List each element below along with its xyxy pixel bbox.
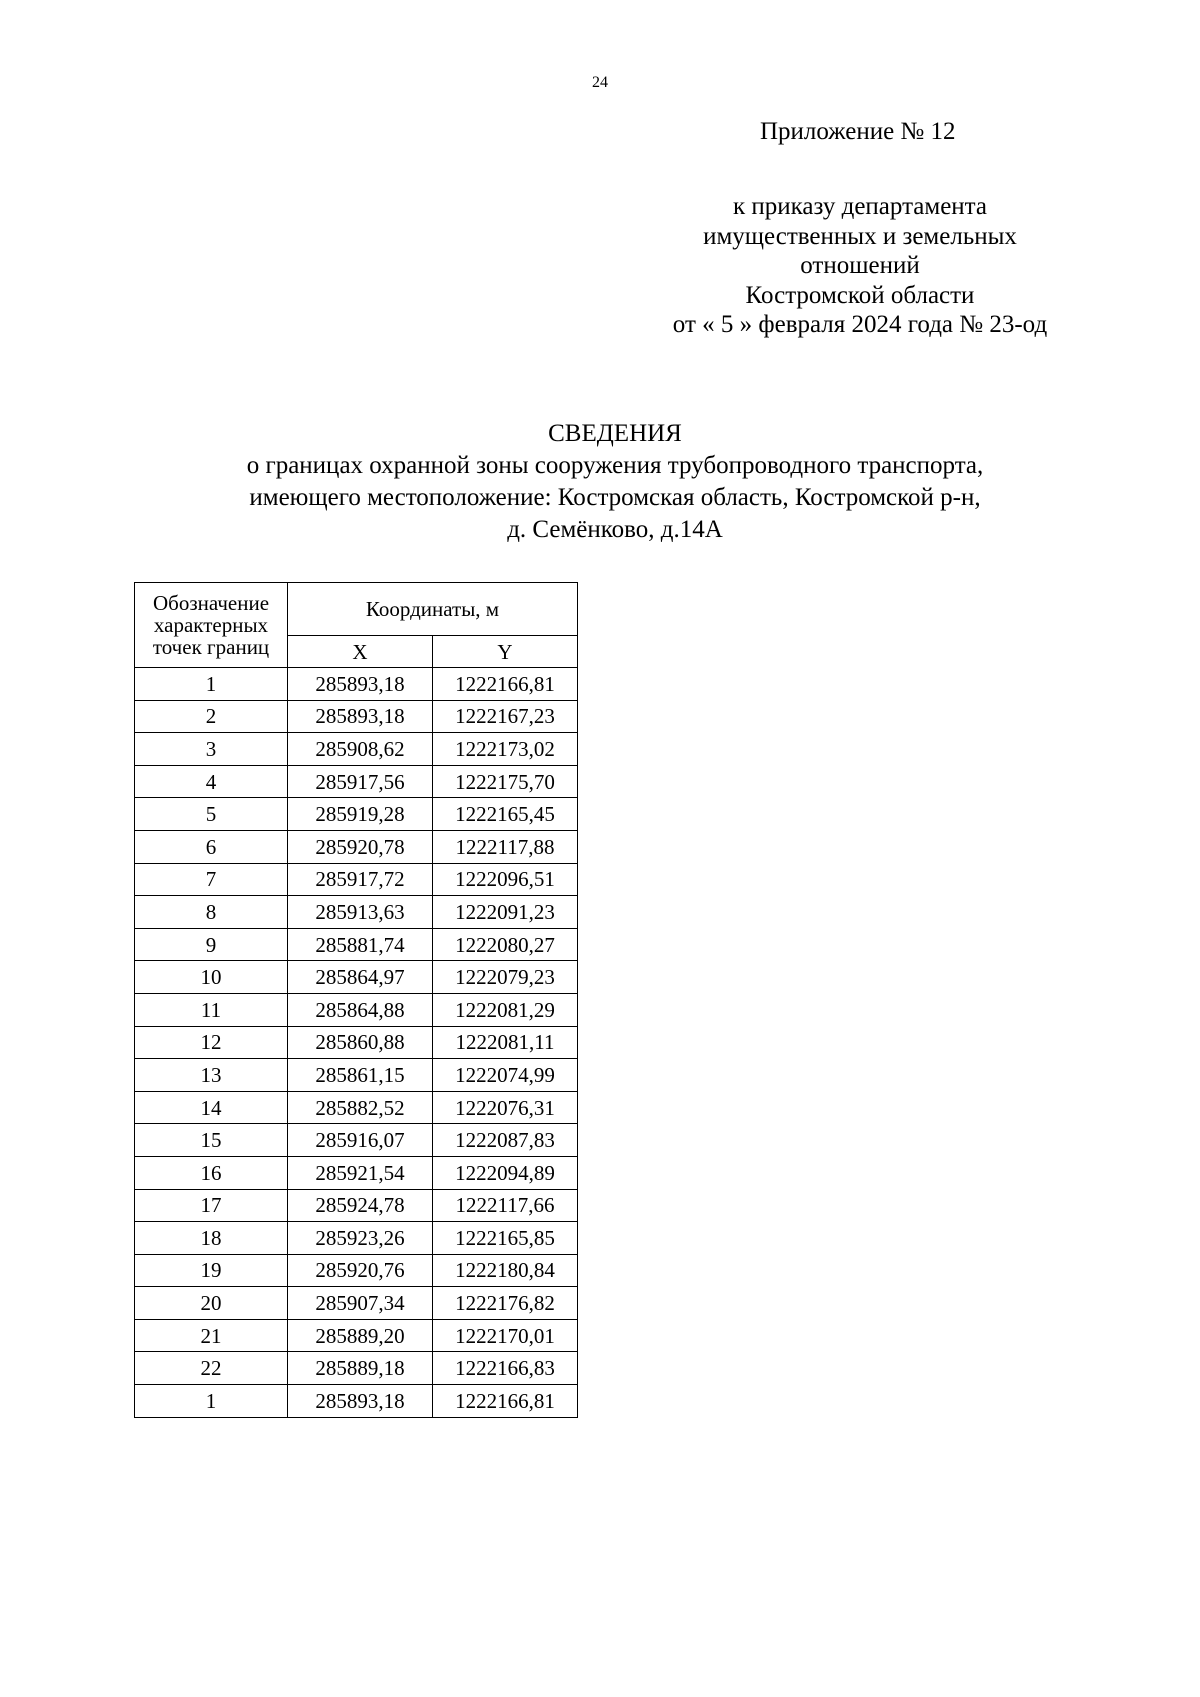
table-row [135,798,578,831]
table-row [135,961,578,994]
point-cell: 16 [135,1156,288,1189]
x-coordinate-cell: 285864,88 [288,993,433,1026]
y-column-header: Y [433,636,578,668]
y-coordinate-cell: 1222117,88 [433,830,578,863]
point-header-line: Обозначение [152,591,270,615]
x-coordinate-cell: 285920,76 [288,1254,433,1287]
y-coordinate-cell: 1222117,66 [433,1189,578,1222]
point-cell: 10 [135,961,288,994]
x-coordinate-cell: 285917,56 [288,765,433,798]
y-coordinate-cell: 1222166,81 [433,1385,578,1418]
x-coordinate-cell: 285913,63 [288,896,433,929]
x-coordinate-cell: 285864,97 [288,961,433,994]
heading-line: д. Семёнково, д.14А [507,516,723,543]
point-cell: 8 [135,896,288,929]
y-coordinate-cell: 1222176,82 [433,1287,578,1320]
point-cell: 2 [135,700,288,733]
table-row [135,668,578,701]
document-heading [0,418,1200,546]
point-cell: 7 [135,863,288,896]
point-cell: 15 [135,1124,288,1157]
table-row [135,1156,578,1189]
x-coordinate-cell: 285924,78 [288,1189,433,1222]
page-number: 24 [592,74,608,91]
appendix-title: Приложение № 12 [760,118,956,145]
point-cell: 13 [135,1059,288,1092]
table-row [135,1222,578,1255]
table-row [135,896,578,929]
point-cell: 17 [135,1189,288,1222]
point-cell: 19 [135,1254,288,1287]
y-coordinate-cell: 1222175,70 [433,765,578,798]
x-column-header: X [288,636,433,668]
y-coordinate-cell: 1222167,23 [433,700,578,733]
table-row [135,863,578,896]
point-cell: 5 [135,798,288,831]
table-row [135,993,578,1026]
coordinates-table [134,582,578,1418]
order-line: Костромской области [745,281,975,309]
order-line: к приказу департамента [732,193,988,220]
y-coordinate-cell: 1222080,27 [433,928,578,961]
point-cell: 3 [135,733,288,766]
point-column-header [135,583,288,668]
y-coordinate-cell: 1222166,81 [433,668,578,701]
y-coordinate-cell: 1222094,89 [433,1156,578,1189]
y-coordinate-cell: 1222173,02 [433,733,578,766]
table-row [135,700,578,733]
x-coordinate-cell: 285861,15 [288,1059,433,1092]
point-header-line: характерных [153,613,269,637]
y-coordinate-cell: 1222076,31 [433,1091,578,1124]
point-cell: 4 [135,765,288,798]
y-coordinate-cell: 1222081,11 [433,1026,578,1059]
point-header-line: точек границ [152,635,270,659]
y-coordinate-cell: 1222170,01 [433,1319,578,1352]
y-coordinate-cell: 1222081,29 [433,993,578,1026]
table-row [135,830,578,863]
coordinates-header: Координаты, м [288,583,578,636]
table-row [135,1254,578,1287]
table-row [135,1352,578,1385]
point-cell: 20 [135,1287,288,1320]
x-coordinate-cell: 285889,18 [288,1352,433,1385]
table-row [135,1319,578,1352]
x-coordinate-cell: 285916,07 [288,1124,433,1157]
y-coordinate-cell: 1222165,85 [433,1222,578,1255]
x-coordinate-cell: 285893,18 [288,700,433,733]
point-cell: 1 [135,1385,288,1418]
y-coordinate-cell: 1222166,83 [433,1352,578,1385]
table-row [135,928,578,961]
x-coordinate-cell: 285889,20 [288,1319,433,1352]
order-line: имущественных и земельных [703,222,1017,250]
heading-line: имеющего местоположение: Костромская область, Костромской р-н, [249,484,981,511]
table-row [135,765,578,798]
x-coordinate-cell: 285881,74 [288,928,433,961]
point-cell: 12 [135,1026,288,1059]
point-cell: 22 [135,1352,288,1385]
x-coordinate-cell: 285860,88 [288,1026,433,1059]
x-coordinate-cell: 285893,18 [288,1385,433,1418]
point-cell: 9 [135,928,288,961]
x-coordinate-cell: 285893,18 [288,668,433,701]
coordinates-table-body [135,668,578,1418]
order-date-line: от « 5 » февраля 2024 года № 23-од [672,311,1048,338]
y-coordinate-cell: 1222087,83 [433,1124,578,1157]
table-row [135,1124,578,1157]
point-cell: 14 [135,1091,288,1124]
y-coordinate-cell: 1222165,45 [433,798,578,831]
table-row [135,1026,578,1059]
x-coordinate-cell: 285907,34 [288,1287,433,1320]
table-row [135,1059,578,1092]
document-title: СВЕДЕНИЯ [548,420,682,447]
x-coordinate-cell: 285923,26 [288,1222,433,1255]
y-coordinate-cell: 1222091,23 [433,896,578,929]
point-cell: 11 [135,993,288,1026]
y-coordinate-cell: 1222074,99 [433,1059,578,1092]
table-row [135,1385,578,1418]
heading-line: о границах охранной зоны сооружения трубопроводного транспорта, [246,452,984,479]
x-coordinate-cell: 285921,54 [288,1156,433,1189]
y-coordinate-cell: 1222079,23 [433,961,578,994]
x-coordinate-cell: 285920,78 [288,830,433,863]
table-row [135,1189,578,1222]
x-coordinate-cell: 285882,52 [288,1091,433,1124]
point-cell: 1 [135,668,288,701]
order-line: отношений [800,252,920,279]
point-cell: 18 [135,1222,288,1255]
table-row [135,1091,578,1124]
order-reference [620,192,1100,340]
table-row [135,733,578,766]
x-coordinate-cell: 285919,28 [288,798,433,831]
x-coordinate-cell: 285908,62 [288,733,433,766]
point-cell: 6 [135,830,288,863]
x-coordinate-cell: 285917,72 [288,863,433,896]
point-cell: 21 [135,1319,288,1352]
y-coordinate-cell: 1222180,84 [433,1254,578,1287]
y-coordinate-cell: 1222096,51 [433,863,578,896]
table-row [135,1287,578,1320]
